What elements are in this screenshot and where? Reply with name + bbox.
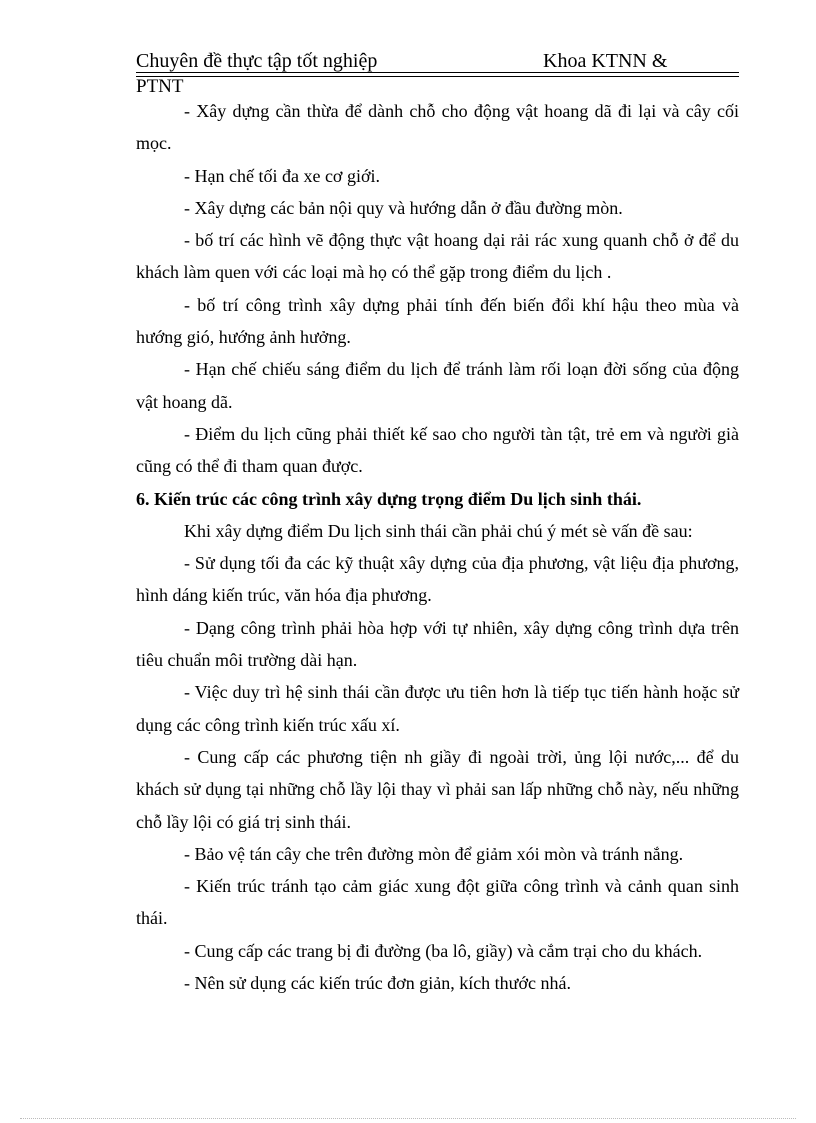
paragraph: - Xây dựng các bản nội quy và hướng dẫn ở đầu đường mòn. (184, 197, 623, 218)
paragraph: - Sử dụng tối đa các kỹ thuật xây dựng của địa phương, vật liệu địa phương, hình dáng kiến trúc, văn hóa địa phương. (136, 553, 739, 606)
document-body (136, 95, 739, 999)
paragraph: - Hạn chế tối đa xe cơ giới. (184, 165, 380, 186)
paragraph: - Hạn chế chiếu sáng điểm du lịch để tránh làm rối loạn đời sống của động vật hoang dã. (136, 359, 739, 412)
paragraph: - Nên sử dụng các kiến trúc đơn giản, kích thước nhá. (184, 973, 571, 994)
header-title: Chuyên đề thực tập tốt nghiệp (136, 50, 378, 72)
paragraph: - Việc duy trì hệ sinh thái cần được ưu tiên hơn là tiếp tục tiến hành hoặc sử dụng các công trình kiến trúc xấu xí. (136, 682, 739, 735)
header-department: Khoa KTNN & (543, 50, 668, 72)
paragraph: - Cung cấp các trang bị đi đường (ba lô, giầy) và cắm trại cho du khách. (184, 940, 703, 961)
paragraph: - Cung cấp các phương tiện nh giầy đi ngoài trời, ủng lội nước,... để du khách sử dụng tại những chỗ lầy lội thay vì phải san lấp những chỗ này, nếu những chỗ lầy lội có giá trị sinh thái. (136, 746, 739, 832)
paragraph: - Dạng công trình phải hòa hợp với tự nhiên, xây dựng công trình dựa trên tiêu chuẩn môi trường dài hạn. (136, 617, 739, 671)
paragraph: Khi xây dựng điểm Du lịch sinh thái cần phải chú ý mét sè vấn đề sau: (184, 520, 693, 541)
paragraph: - Xây dựng cần thừa để dành chỗ cho động vật hoang dã đi lại và cây cối mọc. (136, 101, 739, 154)
header-rule-thin (136, 76, 739, 77)
paragraph: - Bảo vệ tán cây che trên đường mòn để giảm xói mòn và tránh nắng. (184, 843, 684, 864)
paragraph: - Kiến trúc tránh tạo cảm giác xung đột giữa công trình và cảnh quan sinh thái. (136, 876, 739, 929)
section-heading: 6. Kiến trúc các công trình xây dựng trọng điểm Du lịch sinh thái. (136, 488, 642, 509)
header-department-continuation: PTNT (136, 76, 184, 97)
paragraph: - bố trí các hình vẽ động thực vật hoang dại rải rác xung quanh chỗ ở để du khách làm quen với các loại mà họ có thể gặp trong điểm du lịch . (136, 230, 739, 283)
paragraph: - Điểm du lịch cũng phải thiết kế sao cho người tàn tật, trẻ em và người già cũng có thể đi tham quan được. (136, 423, 739, 477)
paragraph: - bố trí công trình xây dựng phải tính đến biến đổi khí hậu theo mùa và hướng gió, hướng ảnh hưởng. (136, 294, 739, 348)
header-rule (136, 72, 739, 73)
page-bottom-border (20, 1118, 796, 1119)
